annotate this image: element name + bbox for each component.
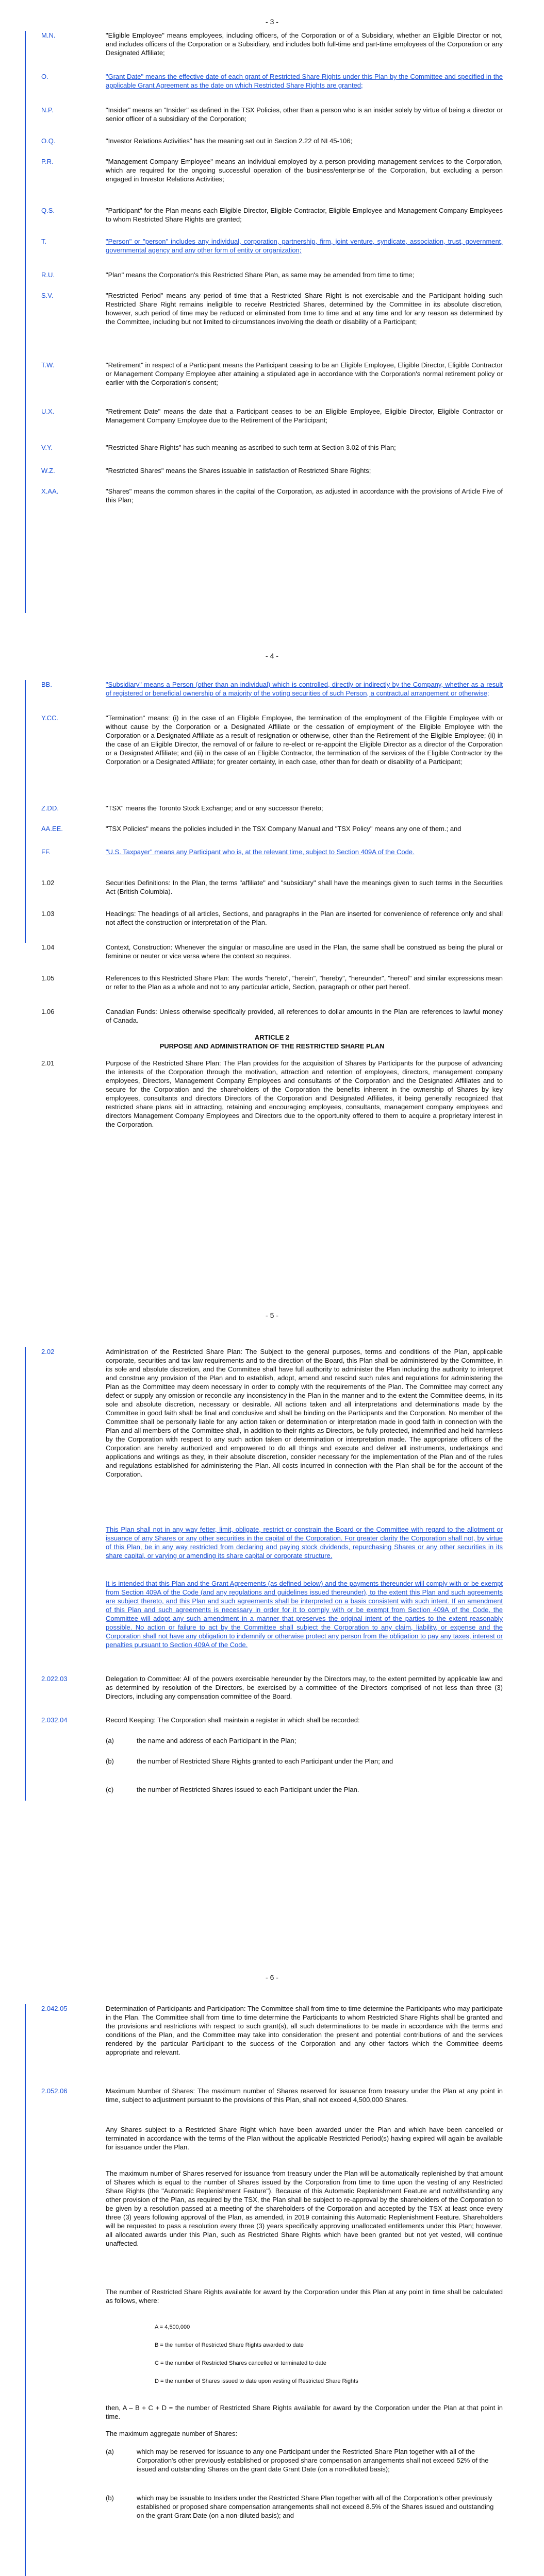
- formula-line: A = 4,500,000: [155, 2324, 190, 2330]
- definition-text: "Eligible Employee" means employees, including officers, of the Corporation or of a Subsidiary, whether an Eligible Director or not, and includes officers of the Corporation or a Subsidiary, and includes both full-time and part-time employees of the Corporation or any Designated Affiliate;: [106, 31, 503, 57]
- section-text: The maximum aggregate number of Shares:: [106, 2430, 238, 2437]
- definition-text: "Plan" means the Corporation's this Restricted Share Plan, as same may be amended from time to time;: [106, 271, 415, 279]
- list-label: (b): [106, 1757, 114, 1765]
- definition-number: Z.DD.: [41, 804, 59, 812]
- change-bar: [25, 2004, 26, 2576]
- page-number: - 3 -: [266, 18, 278, 26]
- definition-text: "TSX Policies" means the policies included in the TSX Company Manual and "TSX Policy" means any one of them.; and: [106, 825, 461, 833]
- section-text: Headings: The headings of all articles, Sections, and paragraphs in the Plan are inserted for convenience of reference only and shall not affect the construction or interpretation of the Plan.: [106, 910, 503, 926]
- section-text: It is intended that this Plan and the Grant Agreements (as defined below) and the payments thereunder will comply with or be exempt from Section 409A of the Code (and any regulations and guidelines issued thereunder), to the extent this Plan and such agreements are subject thereto, and this Plan and such agreements shall be interpreted on a basis consistent with such intent. If an amendment of this Plan and such agreements is necessary in order for it to comply with or be exempt from Section 409A of the Code, the Committee will adopt any such amendment in a manner that preserves the original intent of the parties to the extent reasonably possible. No action or failure to act by the Committee shall subject the Corporation to any claim, liability, or expense and the Corporation shall not have any obligation to indemnify or otherwise protect any person from the obligation to pay any taxes, interest or penalties pursuant to Section 409A of the Code.: [106, 1580, 503, 1649]
- definition-text: "Management Company Employee" means an individual employed by a person providing management services to the Corporation, which are required for the ongoing successful operation of the business/enterprise of the Corporation, but excluding a person engaged in Investor Relations Activities;: [106, 158, 503, 183]
- section-text: Record Keeping: The Corporation shall maintain a register in which shall be recorded:: [106, 1716, 360, 1724]
- definition-text: "Retirement" in respect of a Participant means the Participant ceasing to be an Eligible Employee, Eligible Director, Eligible Contractor or Management Company Employee after attaining a stipulated age in accordance with the Corporation's normal retirement policy or earlier with the Corporation's consent;: [106, 361, 503, 386]
- list-label: (a): [106, 2448, 114, 2455]
- definition-number: N.P.: [41, 106, 54, 114]
- definition-text: "Investor Relations Activities" has the meaning set out in Section 2.22 of NI 45-106;: [106, 137, 353, 145]
- definition-number: W.Z.: [41, 467, 55, 474]
- change-bar: [25, 31, 26, 613]
- section-number: 2.042.05: [41, 2005, 68, 2012]
- change-bar: [25, 1347, 26, 1801]
- definition-number: BB.: [41, 681, 52, 688]
- definition-number: T.: [41, 238, 47, 245]
- list-text: which may be reserved for issuance to any one Participant under the Restricted Share Plan together with all of the Corporation's other previously established or proposed share compensation arrangements shall not exceed 52% of the issued and outstanding Shares on the grant date Grant Date (on a non-diluted basis);: [137, 2448, 489, 2473]
- definition-number: U.X.: [41, 408, 55, 415]
- page-number: - 6 -: [266, 1973, 278, 1981]
- definition-number: FF.: [41, 848, 51, 856]
- section-number: 2.01: [41, 1059, 55, 1067]
- section-text: Determination of Participants and Participation: The Committee shall from time to time determine the Participants who may participate in the Plan. The Committee shall from time to time determine the Participants to whom Restricted Share Rights shall be granted and the provisions and restrictions with respect to such grant(s), all such determinations to be made in accordance with the terms and conditions of the Plan, and the Committee may take into consideration the present and potential contributions of and the services rendered by the particular Participant to the success of the Corporation and any other factors which the Committee deems appropriate and relevant.: [106, 2005, 503, 2056]
- formula-line: C = the number of Restricted Shares cancelled or terminated to date: [155, 2360, 326, 2366]
- definition-number: V.Y.: [41, 444, 53, 451]
- definition-text: "Person" or "person" includes any individual, corporation, partnership, firm, joint venture, syndicate, association, trust, government, governmental agency and any other form of entity or organization;: [106, 238, 503, 254]
- definition-number: S.V.: [41, 292, 54, 299]
- definition-number: AA.EE.: [41, 825, 63, 833]
- definition-number: T.W.: [41, 361, 55, 369]
- definition-text: "Restricted Share Rights" has such meaning as ascribed to such term at Section 3.02 of this Plan;: [106, 444, 396, 451]
- section-text: References to this Restricted Share Plan: The words "hereto", "herein", "hereby", "hereunder", "hereof" and similar expressions mean or refer to the Plan as a whole and not to any particular article, Section, paragraph or other part hereof.: [106, 974, 503, 991]
- article-title: ARTICLE 2: [254, 1033, 290, 1041]
- list-text: the number of Restricted Share Rights granted to each Participant under the Plan; and: [137, 1757, 393, 1765]
- definition-number: M.N.: [41, 31, 56, 39]
- definition-text: "U.S. Taxpayer" means any Participant who is, at the relevant time, subject to Section 409A of the Code.: [106, 848, 415, 856]
- section-text: Context, Construction: Whenever the singular or masculine are used in the Plan, the same shall be construed as being the plural or feminine or neuter or vice versa where the context so requires.: [106, 943, 503, 960]
- definition-number: R.U.: [41, 271, 55, 279]
- section-text: Delegation to Committee: All of the powers exercisable hereunder by the Directors may, to the extent permitted by applicable law and as determined by resolution of the Directors, be exercised by a committee of the Directors comprised of not less than three (3) Directors, including any compensation committee of the Board.: [106, 1675, 503, 1700]
- formula-line: D = the number of Shares issued to date upon vesting of Restricted Share Rights: [155, 2378, 358, 2384]
- list-text: which may be issuable to Insiders under the Restricted Share Plan together with all of the Corporation's other previously established or proposed share compensation arrangements shall not exceed 8.5% of the Shares issued and outstanding on the grant Grant Date (on a non-diluted basis); and: [137, 2494, 494, 2519]
- definition-text: "Subsidiary" means a Person (other than an individual) which is controlled, directly or indirectly by the Company, whether as a result of registered or beneficial ownership of a majority of the voting securities of such Person, a contractual arrangement or otherwise;: [106, 681, 503, 697]
- section-number: 1.06: [41, 1008, 55, 1015]
- section-number: 1.04: [41, 943, 55, 951]
- definition-text: "Restricted Shares" means the Shares issuable in satisfaction of Restricted Share Rights;: [106, 467, 371, 474]
- section-number: 2.052.06: [41, 2087, 68, 2095]
- section-number: 1.03: [41, 910, 55, 918]
- list-text: the number of Restricted Shares issued to each Participant under the Plan.: [137, 1786, 359, 1793]
- page-number: - 4 -: [266, 652, 278, 660]
- definition-number: Q.S.: [41, 207, 55, 214]
- list-label: (a): [106, 1737, 114, 1744]
- section-text: Purpose of the Restricted Share Plan: The Plan provides for the acquisition of Shares by Participants for the purpose of advancing the interests of the Corporation through the motivation, attraction and retention of employees, directors, management company employees, Directors, Management Company Employees and consultants of the Corporation and the Designated Affiliates and to secure for the Corporation and the shareholders of the Corporation the benefits inherent in the ownership of Shares by key employees, consultants and directors Directors of the Corporation and Designated Affiliates, it being generally recognized that restricted share plans aid in attracting, retaining and encouraging employees, consultants, management company employees and directors Management Company Employees and Directors due to the opportunity offered to them to acquire a proprietary interest in the Corporation.: [106, 1059, 503, 1128]
- definition-number: O.: [41, 73, 48, 80]
- section-number: 1.05: [41, 974, 55, 982]
- section-text: The number of Restricted Share Rights available for award by the Corporation under this Plan at any point in time shall be calculated as follows, where:: [106, 2288, 503, 2304]
- definition-text: "Participant" for the Plan means each Eligible Director, Eligible Contractor, Eligible Employee and Management Company Employees to whom Restricted Share Rights are granted;: [106, 207, 503, 223]
- section-text: The maximum number of Shares reserved for issuance from treasury under the Plan will be automatically replenished by that amount of Shares which is equal to the number of Shares issued by the Corporation from time to time upon the vesting of any Restricted Share Rights (the "Automatic Replenishment Feature"). Because of this Automatic Replenishment Feature and notwithstanding any other provision of the Plan, as required by the TSX, the Plan shall be subject to re-approval by the shareholders of the Corporation to be given by a resolution passed at a meeting of the shareholders of the Corporation and accepted by the TSX at least once every three (3) years following approval of the Plan, as amended, in 2019 containing this Automatic Replenishment Feature. Shareholders will be requested to pass a resolution every three (3) years specifically approving unallocated entitlements under this Plan; however, all allocated awards under this Plan, such as Restricted Share Rights which have been granted but not yet vested, will continue unaffected.: [106, 2170, 503, 2247]
- definition-number: O.Q.: [41, 137, 56, 145]
- change-bar: [25, 680, 26, 943]
- definition-number: X.AA.: [41, 487, 59, 495]
- list-label: (c): [106, 1786, 114, 1793]
- list-label: (b): [106, 2494, 114, 2502]
- definition-number: Y.CC.: [41, 714, 58, 722]
- definition-text: "Shares" means the common shares in the capital of the Corporation, as adjusted in accordance with the provisions of Article Five of this Plan;: [106, 487, 503, 504]
- section-text: This Plan shall not in any way fetter, limit, obligate, restrict or constrain the Board or the Committee with regard to the allotment or issuance of any Shares or any other securities in the capital of the Corporation. For greater clarity the Corporation shall not, by virtue of this Plan, be in any way restricted from declaring and paying stock dividends, repurchasing Shares or any other securities in its share capital, or varying or amending its share capital or corporate structure.: [106, 1526, 503, 1560]
- section-text: then, A – B + C + D = the number of Restricted Share Rights available for award by the Corporation under the Plan at that point in time.: [106, 2404, 503, 2420]
- page-number: - 5 -: [266, 1311, 278, 1319]
- definition-number: P.R.: [41, 158, 54, 165]
- section-text: Any Shares subject to a Restricted Share Right which have been awarded under the Plan and which have been cancelled or terminated in accordance with the terms of the Plan without the applicable Restricted Period(s) having expired will again be available for issuance under the Plan.: [106, 2126, 503, 2151]
- definition-text: "Grant Date" means the effective date of each grant of Restricted Share Rights under this Plan by the Committee and specified in the applicable Grant Agreement as the date on which Restricted Share Rights are granted;: [106, 73, 503, 89]
- section-number: 1.02: [41, 879, 55, 887]
- definition-text: "Restricted Period" means any period of time that a Restricted Share Right is not exercisable and the Participant holding such Restricted Share Right remains ineligible to receive Restricted Shares, determined by the Committee in its absolute discretion, however, such period of time may be reduced or eliminated from time to time and at any time and for any reason as determined by the Committee, including but not limited to circumstances involving the death or disability of a Participant;: [106, 292, 503, 326]
- section-text: Canadian Funds: Unless otherwise specifically provided, all references to dollar amounts in the Plan are references to lawful money of Canada.: [106, 1008, 503, 1024]
- formula-line: B = the number of Restricted Share Rights awarded to date: [155, 2342, 304, 2348]
- section-text: Administration of the Restricted Share Plan: The Subject to the general purposes, terms and conditions of the Plan, applicable corporate, securities and tax law requirements and to the direction of the Board, this Plan shall be administered by the Committee, in its sole and absolute discretion, and the Committee shall have full authority to administer the Plan including the authority to interpret and construe any provision of the Plan and to establish, adopt, amend and rescind such rules and regulations for administering the Plan as the Committee may deem necessary in order to comply with the requirements of the Plan. The Committee may correct any defect or supply any omission or reconcile any inconsistency in the Plan in the manner and to the extent the Committee deems, in its sole and absolute discretion, necessary or desirable. All actions taken and all interpretations and determinations made by the Committee in good faith shall be final and conclusive and shall be binding on the Participants and the Corporation. No member of the Committee shall be personally liable for any action taken or determination or interpretation made in good faith in connection with the Plan and all members of the Committee shall, in addition to their rights as Directors, be fully protected, indemnified and held harmless by the Corporation with respect to any such action taken or determination or interpretation made. The appropriate officers of the Corporation are hereby authorized and empowered to do all things and execute and deliver all instruments, undertakings and applications and writings as they, in their absolute discretion, consider necessary for the implementation of the Plan and of the rules and regulations established for administering the Plan. All costs incurred in connection with the Plan shall be for the account of the Corporation.: [106, 1348, 503, 1478]
- definition-text: "Insider" means an "Insider" as defined in the TSX Policies, other than a person who is an insider solely by virtue of being a director or senior officer of a subsidiary of the Corporation;: [106, 106, 503, 123]
- section-text: Maximum Number of Shares: The maximum number of Shares reserved for issuance from treasury under the Plan at any point in time, subject to adjustment pursuant to the provisions of this Plan, shall not exceed 4,500,000 Shares.: [106, 2087, 503, 2104]
- definition-text: "Termination" means: (i) in the case of an Eligible Employee, the termination of the employment of the Eligible Employee with or without cause by the Corporation or a Designated Affiliate or the cessation of employment of the Eligible Employee with the Corporation or a Designated Affiliate as a result of resignation or otherwise, other than the Retirement of the Eligible Employee; (ii) in the case of an Eligible Director, the removal of or failure to re-elect or re-appoint the Eligible Director as a director of the Corporation or a Designated Affiliate; and (iii) in the case of an Eligible Contractor, the termination of the services of the Eligible Contractor by the Corporation or a Designated Affiliate; for greater certainty, in each case, other than for death or disability of a Participant;: [106, 714, 503, 766]
- section-number: 2.022.03: [41, 1675, 68, 1683]
- list-text: the name and address of each Participant in the Plan;: [137, 1737, 296, 1744]
- definition-text: "Retirement Date" means the date that a Participant ceases to be an Eligible Employee, Eligible Director, Eligible Contractor or Management Company Employee due to the Retirement of the Participant;: [106, 408, 503, 424]
- definition-text: "TSX" means the Toronto Stock Exchange; and or any successor thereto;: [106, 804, 323, 812]
- section-number: 2.032.04: [41, 1716, 68, 1724]
- section-text: Securities Definitions: In the Plan, the terms "affiliate" and "subsidiary" shall have the meanings given to such terms in the Securities Act (British Columbia).: [106, 879, 503, 895]
- section-number: 2.02: [41, 1348, 55, 1355]
- article-subtitle: PURPOSE AND ADMINISTRATION OF THE RESTRICTED SHARE PLAN: [159, 1042, 385, 1050]
